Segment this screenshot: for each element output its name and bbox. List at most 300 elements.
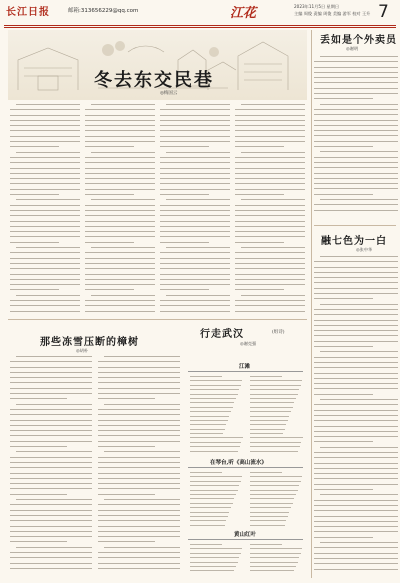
text-line — [250, 442, 301, 443]
text-line — [160, 300, 230, 301]
text-line — [250, 429, 285, 430]
text-line — [10, 274, 80, 275]
lead-article-body — [10, 104, 307, 316]
text-line — [98, 409, 180, 410]
text-line — [190, 411, 231, 412]
text-line — [190, 402, 234, 403]
text-line — [10, 467, 92, 468]
text-line — [10, 311, 80, 312]
text-line — [250, 433, 283, 434]
text-line — [314, 61, 398, 62]
text-line — [314, 335, 398, 336]
text-line — [314, 404, 398, 405]
text-line — [98, 494, 155, 495]
text-line — [190, 520, 226, 521]
text-line — [235, 125, 305, 126]
text-line — [190, 507, 231, 508]
text-line — [10, 215, 80, 216]
text-line — [10, 377, 92, 378]
text-line — [314, 178, 398, 179]
text-line — [16, 104, 80, 105]
text-line — [241, 199, 305, 200]
text-line — [250, 424, 286, 425]
text-line — [10, 478, 92, 479]
poem-series-label: (组诗) — [272, 330, 285, 335]
text-line — [98, 557, 180, 558]
text-line — [85, 157, 155, 158]
text-line — [85, 130, 155, 131]
text-line — [85, 274, 155, 275]
text-line — [314, 204, 398, 205]
text-line — [85, 231, 155, 232]
text-line — [85, 279, 155, 280]
text-line — [314, 325, 398, 326]
text-line — [190, 451, 238, 452]
text-line — [250, 494, 296, 495]
text-line — [10, 141, 80, 142]
text-line — [160, 173, 230, 174]
text-line — [160, 120, 230, 121]
text-line — [314, 569, 398, 570]
text-line — [10, 125, 80, 126]
text-line — [190, 424, 226, 425]
text-line — [10, 361, 92, 362]
text-line — [190, 557, 239, 558]
text-line — [10, 236, 80, 237]
lead-article-title: 冬去东交民巷 — [94, 70, 214, 91]
text-line — [314, 410, 398, 411]
text-line — [98, 531, 180, 532]
text-line — [190, 416, 229, 417]
text-line — [235, 279, 305, 280]
text-line — [314, 426, 398, 427]
text-line — [16, 199, 80, 200]
page-number: 7 — [378, 2, 389, 22]
text-line — [10, 183, 80, 184]
dateline: 2023年11月5日 星期日 — [294, 4, 340, 9]
text-line — [314, 394, 373, 395]
text-line — [98, 398, 155, 399]
text-line — [160, 242, 209, 243]
text-line — [10, 536, 92, 537]
text-line — [98, 488, 180, 489]
text-line — [314, 362, 398, 363]
text-line — [235, 300, 305, 301]
text-line — [10, 258, 80, 259]
text-line — [314, 77, 398, 78]
poem-2-left — [190, 472, 244, 530]
text-line — [85, 221, 155, 222]
text-line — [98, 457, 180, 458]
text-line — [235, 289, 284, 290]
text-line — [10, 409, 92, 410]
text-line — [160, 183, 230, 184]
text-line — [166, 104, 230, 105]
text-line — [314, 88, 398, 89]
text-line — [10, 510, 92, 511]
text-line — [98, 372, 180, 373]
text-line — [190, 570, 234, 571]
text-line — [10, 263, 80, 264]
text-line — [241, 152, 305, 153]
text-line — [160, 168, 230, 169]
text-line — [235, 268, 305, 269]
text-line — [314, 114, 398, 115]
masthead — [4, 2, 396, 26]
text-line — [320, 447, 398, 448]
text-line — [10, 162, 80, 163]
text-line — [250, 485, 299, 486]
text-line — [314, 431, 398, 432]
text-line — [85, 173, 155, 174]
text-line — [314, 516, 398, 517]
text-line — [166, 199, 230, 200]
text-line — [320, 56, 398, 57]
text-line — [235, 258, 305, 259]
text-line — [250, 411, 291, 412]
text-line — [98, 536, 180, 537]
text-line — [235, 231, 305, 232]
text-line — [314, 194, 373, 195]
text-line — [85, 205, 155, 206]
staff-credits: 主编 周俊 责编 周俊 美编 游军 校对 王升 — [294, 11, 371, 16]
text-line — [10, 178, 80, 179]
text-line — [190, 385, 241, 386]
text-line — [190, 490, 238, 491]
text-line — [250, 376, 282, 377]
text-line — [16, 547, 92, 548]
text-line — [250, 498, 294, 499]
text-line — [85, 136, 155, 137]
text-line — [160, 279, 230, 280]
text-line — [314, 109, 398, 110]
text-line — [314, 293, 398, 294]
text-line — [190, 553, 241, 554]
text-line — [190, 398, 236, 399]
text-line — [85, 178, 155, 179]
text-line — [16, 152, 80, 153]
text-line — [160, 130, 230, 131]
text-line — [190, 437, 243, 438]
poem-1-left — [190, 376, 244, 458]
text-line — [320, 494, 398, 495]
text-line — [190, 498, 234, 499]
text-line — [314, 388, 398, 389]
text-line — [250, 385, 301, 386]
text-line — [190, 380, 242, 381]
text-line — [235, 162, 305, 163]
poem-2-right — [250, 472, 304, 530]
text-line — [250, 516, 288, 517]
text-line — [190, 566, 236, 567]
bottom-article-title: 那些冻雪压断的樟树 — [40, 337, 139, 348]
text-line — [10, 300, 80, 301]
text-line — [320, 104, 398, 105]
text-line — [10, 393, 92, 394]
poem-1-right — [250, 376, 304, 458]
text-line — [98, 435, 180, 436]
lead-column-4 — [235, 104, 305, 316]
text-line — [314, 547, 398, 548]
text-line — [235, 221, 305, 222]
text-line — [190, 544, 222, 545]
text-line — [98, 382, 180, 383]
poem-subhead-1: 江滩 — [239, 364, 251, 370]
text-line — [160, 136, 230, 137]
text-line — [98, 425, 180, 426]
poem-3-left — [190, 544, 244, 578]
text-line — [91, 295, 155, 296]
text-line — [314, 510, 398, 511]
text-line — [314, 298, 373, 299]
text-line — [235, 226, 305, 227]
text-line — [10, 231, 80, 232]
text-line — [235, 242, 284, 243]
text-line — [160, 274, 230, 275]
poem-3-right — [250, 544, 304, 578]
text-line — [314, 67, 398, 68]
text-line — [190, 442, 241, 443]
text-line — [314, 267, 398, 268]
text-line — [235, 263, 305, 264]
poem-title: 行走武汉 — [200, 329, 244, 340]
text-line — [10, 252, 80, 253]
text-line — [16, 295, 80, 296]
poem-subhead-rule — [188, 467, 303, 468]
text-line — [85, 268, 155, 269]
text-line — [320, 304, 398, 305]
text-line — [314, 330, 398, 331]
text-line — [98, 520, 180, 521]
text-line — [10, 462, 92, 463]
text-line — [250, 394, 298, 395]
text-line — [190, 407, 233, 408]
text-line — [320, 351, 398, 352]
text-line — [10, 446, 67, 447]
text-line — [190, 472, 222, 473]
lead-column-2 — [85, 104, 155, 316]
text-line — [235, 168, 305, 169]
text-line — [314, 309, 398, 310]
text-line — [98, 478, 180, 479]
poem-subhead-2: 在琴台,听《高山流水》 — [210, 460, 267, 466]
text-line — [160, 162, 230, 163]
text-line — [10, 563, 92, 564]
text-line — [10, 146, 59, 147]
text-line — [85, 162, 155, 163]
text-line — [98, 510, 180, 511]
text-line — [98, 563, 180, 564]
text-line — [10, 441, 92, 442]
text-line — [10, 268, 80, 269]
text-line — [10, 226, 80, 227]
text-line — [160, 289, 209, 290]
text-line — [235, 173, 305, 174]
text-line — [85, 300, 155, 301]
text-line — [10, 398, 67, 399]
text-line — [85, 141, 155, 142]
text-line — [98, 393, 180, 394]
text-line — [314, 320, 398, 321]
text-line — [104, 499, 180, 500]
text-line — [314, 420, 398, 421]
text-line — [85, 305, 155, 306]
bottom-article-body — [10, 356, 180, 578]
text-line — [85, 236, 155, 237]
text-line — [85, 146, 134, 147]
text-line — [314, 505, 398, 506]
text-line — [98, 504, 180, 505]
lead-column-3 — [160, 104, 230, 316]
text-line — [250, 437, 303, 438]
text-line — [85, 210, 155, 211]
text-line — [314, 383, 398, 384]
text-line — [314, 489, 373, 490]
text-line — [190, 376, 222, 377]
text-line — [160, 252, 230, 253]
text-line — [235, 109, 305, 110]
text-line — [160, 221, 230, 222]
text-line — [10, 210, 80, 211]
text-line — [160, 210, 230, 211]
text-line — [160, 178, 230, 179]
text-line — [16, 404, 92, 405]
text-line — [314, 146, 373, 147]
text-line — [10, 435, 92, 436]
text-line — [314, 558, 398, 559]
text-line — [314, 173, 398, 174]
header-rule — [4, 25, 396, 26]
text-line — [10, 279, 80, 280]
text-line — [314, 473, 398, 474]
text-line — [160, 205, 230, 206]
text-line — [314, 82, 398, 83]
right-article-1-byline: ◎谢明 — [346, 46, 359, 51]
text-line — [235, 141, 305, 142]
text-line — [10, 221, 80, 222]
text-line — [314, 125, 398, 126]
text-line — [85, 194, 134, 195]
text-line — [190, 548, 242, 549]
text-line — [190, 494, 236, 495]
text-line — [10, 388, 92, 389]
text-line — [314, 526, 398, 527]
text-line — [10, 494, 67, 495]
text-line — [250, 416, 289, 417]
text-line — [10, 157, 80, 158]
text-line — [250, 520, 286, 521]
text-line — [166, 295, 230, 296]
text-line — [235, 305, 305, 306]
text-line — [314, 314, 398, 315]
text-line — [190, 503, 233, 504]
text-line — [314, 135, 398, 136]
text-line — [314, 563, 398, 564]
text-line — [85, 311, 155, 312]
text-line — [250, 503, 293, 504]
text-line — [16, 356, 92, 357]
text-line — [98, 473, 180, 474]
text-line — [314, 553, 398, 554]
text-line — [320, 542, 398, 543]
text-line — [98, 467, 180, 468]
text-line — [98, 414, 180, 415]
text-line — [160, 194, 209, 195]
text-line — [320, 399, 398, 400]
text-line — [235, 274, 305, 275]
text-line — [314, 500, 398, 501]
poem-subhead-rule — [188, 371, 303, 372]
text-line — [85, 289, 134, 290]
text-line — [314, 141, 398, 142]
text-line — [190, 512, 229, 513]
text-line — [10, 284, 80, 285]
text-line — [250, 451, 298, 452]
text-line — [10, 136, 80, 137]
text-line — [250, 398, 296, 399]
text-line — [166, 247, 230, 248]
text-line — [314, 183, 398, 184]
text-line — [190, 516, 228, 517]
text-line — [250, 562, 298, 563]
text-line — [10, 568, 92, 569]
text-line — [10, 372, 92, 373]
text-line — [314, 120, 398, 121]
text-line — [10, 414, 92, 415]
text-line — [10, 115, 80, 116]
text-line — [104, 356, 180, 357]
bottom-column-2 — [98, 356, 180, 578]
bottom-column-1 — [10, 356, 92, 578]
text-line — [235, 284, 305, 285]
text-line — [85, 125, 155, 126]
column-divider — [311, 30, 312, 578]
text-line — [250, 389, 299, 390]
section-name: 江花 — [230, 6, 257, 21]
text-line — [85, 189, 155, 190]
text-line — [160, 284, 230, 285]
text-line — [10, 289, 59, 290]
text-line — [10, 504, 92, 505]
text-line — [235, 130, 305, 131]
text-line — [10, 420, 92, 421]
text-line — [314, 162, 398, 163]
text-line — [16, 499, 92, 500]
text-line — [314, 378, 398, 379]
text-line — [98, 441, 180, 442]
text-line — [314, 478, 398, 479]
text-line — [235, 210, 305, 211]
bottom-article-byline: ◎胡朴 — [76, 348, 89, 353]
text-line — [85, 109, 155, 110]
text-line — [91, 104, 155, 105]
text-line — [314, 288, 398, 289]
text-line — [250, 407, 293, 408]
text-line — [314, 357, 398, 358]
text-line — [314, 261, 398, 262]
text-line — [91, 247, 155, 248]
text-line — [314, 130, 398, 131]
text-line — [250, 548, 302, 549]
text-line — [10, 488, 92, 489]
text-line — [190, 485, 239, 486]
text-line — [235, 311, 305, 312]
text-line — [314, 457, 398, 458]
text-line — [91, 152, 155, 153]
poem-subhead-3: 黄山红叶 — [234, 532, 257, 538]
text-line — [104, 404, 180, 405]
text-line — [160, 226, 230, 227]
